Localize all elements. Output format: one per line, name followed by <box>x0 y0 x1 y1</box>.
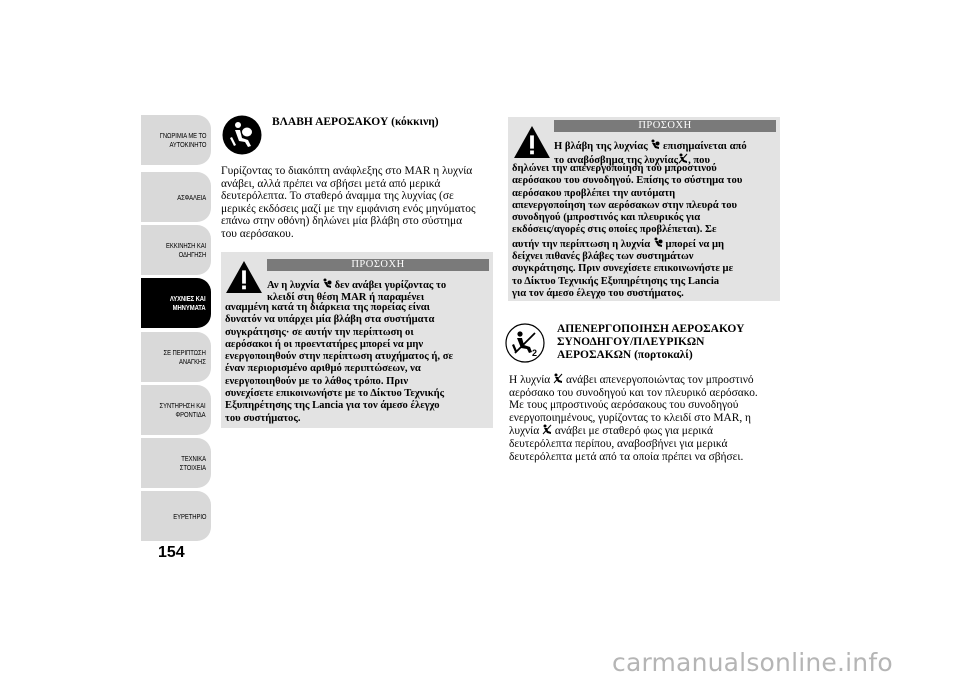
tab-technical-data[interactable]: ΤΕΧΝΙΚΑ ΣΤΟΙΧΕΙΑ <box>141 438 211 488</box>
passenger-airbag-off-icon <box>505 323 545 363</box>
warning-header-2: ΠΡΟΣΟΧΗ <box>554 120 776 132</box>
section3-body: Η λυχνία ανάβει απενεργοποιώντας τον μπροστινό αερόσακο του συνοδηγού και τον πλευρικό αερόσακο. Με τους μπροστινούς αερόσακους του συνοδηγού ενεργοποιημένους, γυρίζοντας το κλειδί στο MAR, η λυχνία ανάβει με σταθερό φως για μερικά δευτερόλεπτα περίπου, αναβοσβήνει για μερικά δευτερόλεπτα μετά από τα οποία πρέπει να σβήσει. <box>509 374 758 463</box>
tab-emergency[interactable]: ΣΕ ΠΕΡΙΠΤΩΣΗ ΑΝΑΓΚΗΣ <box>141 332 211 382</box>
passenger-airbag-off-inline-icon <box>553 373 563 384</box>
tab-getting-to-know[interactable]: ΓΝΩΡΙΜΙΑ ΜΕ ΤΟ ΑΥΤΟΚΙΝΗΤΟ <box>141 115 211 165</box>
tab-starting-driving[interactable]: ΕΚΚΙΝΗΣΗ ΚΑΙ ΟΔΗΓΗΣΗ <box>141 225 211 275</box>
svg-text:2: 2 <box>532 348 538 358</box>
tab-lights-messages[interactable]: ΛΥΧΝΙΕΣ ΚΑΙ ΜΗΝΥΜΑΤΑ <box>141 278 211 328</box>
watermark: carmanualsonline.info <box>612 648 893 677</box>
tab-maintenance[interactable]: ΣΥΝΤΗΡΗΣΗ ΚΑΙ ΦΡΟΝΤΙΔΑ <box>141 385 211 435</box>
airbag-warning-icon <box>222 115 262 155</box>
section-title-passenger-airbag-off: ΑΠΕΝΕΡΓΟΠΟΙΗΣΗ ΑΕΡΟΣΑΚΟΥ ΣΥΝΟΔΗΓΟΥ/ΠΛΕΥΡΙΚΩΝ ΑΕΡΟΣΑΚΩΝ (πορτοκαλί) <box>557 323 745 361</box>
section1-body: Γυρίζοντας το διακόπτη ανάφλεξης στο MAR η λυχνία ανάβει, αλλά πρέπει να σβήσει μετά από μερικά δευτερόλεπτα. Το σταθερό άναμμα της λυχνίας (σε μερικές εκδόσεις μαζί με την εμφάνιση ενός μηνύματος επάνω στην οθόνη) δηλώνει μία βλάβη στο σύστημα του αερόσακου. <box>221 165 476 240</box>
tab-index[interactable]: ΕΥΡΕΤΗΡΙΟ <box>141 491 211 541</box>
warning-box-1: ΠΡΟΣΟΧΗ Αν η λυχνία δεν ανάβει γυρίζοντας το κλειδί στη θέση MAR ή παραμένει αναμμένη κατά τη διάρκεια της πορείας είναι δυνατόν να υπάρχει μία βλάβη στα συστήματα συγκράτησης· σε αυτήν την περίπτωση οι αερόσακοι ή οι προεντατήρες μπορεί να μην ενεργοποιηθούν στην περίπτωση ατυχήματος ή, σε έναν περιορισμένο αριθμό περιπτώσεων, να ενεργοποιηθούν με το λάθος τρόπο. Πριν συνεχίσετε επικοινωνήστε με το Δίκτυο Τεχνικής Εξυπηρέτησης της Lancia για τον άμεσο έλεγχο του συστήματος. <box>221 252 493 428</box>
warning-triangle-icon <box>513 125 551 159</box>
passenger-airbag-off-inline-icon <box>542 424 552 435</box>
section-title-airbag-failure: ΒΛΑΒΗ ΑΕΡΟΣΑΚΟΥ (κόκκινη) <box>272 116 439 128</box>
airbag-inline-icon <box>322 278 332 289</box>
airbag-inline-icon <box>650 139 660 150</box>
warning-header-1: ΠΡΟΣΟΧΗ <box>267 259 489 271</box>
warning-box-2: ΠΡΟΣΟΧΗ Η βλάβη της λυχνίας επισημαίνεται από το αναβόσβημα της λυχνίας , που δηλώνει την απενεργοποίηση του μπροστινού αερόσακου του συνοδηγού. Επίσης το σύστημα του αερόσακου προβλέπει την αυτόματη απενεργοποίηση των αερόσακων στην πλευρά του συνοδηγού (μπροστινός και πλευρικός για εκδόσεις/αγορές στις οποίες προβλέπεται). Σε αυτήν την περίπτωση η λυχνία μπορεί να μη δείχνει πιθανές βλάβες των συστημάτων συγκράτησης. Πριν συνεχίσετε επικοινωνήστε με το Δίκτυο Τεχνικής Εξυπηρέτησης της Lancia για τον άμεσο έλεγχο του συστήματος. <box>508 117 780 301</box>
warning-triangle-icon <box>225 260 263 294</box>
airbag-inline-icon <box>653 237 663 248</box>
warning-text-1: Αν η λυχνία δεν ανάβει γυρίζοντας το κλειδί στη θέση MAR ή παραμένει <box>267 280 447 304</box>
warning-text-2: Η βλάβη της λυχνίας επισημαίνεται από το αναβόσβημα της λυχνίας , που <box>554 141 747 167</box>
page-number: 154 <box>158 544 185 561</box>
tab-safety[interactable]: ΑΣΦΑΛΕΙΑ <box>141 172 211 222</box>
